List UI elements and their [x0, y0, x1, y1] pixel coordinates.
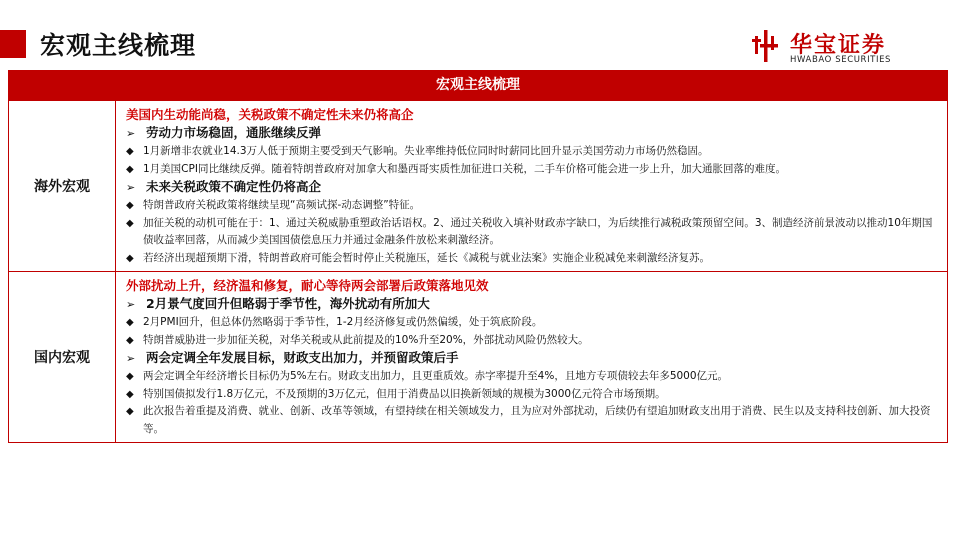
bullet-item: ◆ 1月美国CPI同比继续反弹。随着特朗普政府对加拿大和墨西哥实质性加征进口关税，二手车价格可能会进一步上升，加大通胀回落的难度。	[126, 161, 941, 179]
row-label: 海外宏观	[9, 101, 116, 271]
brand-name-en: HWABAO SECURITIES	[790, 55, 892, 65]
diamond-bullet-icon: ◆	[126, 334, 134, 346]
diamond-bullet-icon: ◆	[126, 146, 134, 157]
bullet-item: ◆ 特朗普威胁进一步加征关税，对华关税或从此前提及的10%升至20%，外部扰动风险仍然较大。	[126, 332, 941, 350]
brand-name-cn: 华宝证券	[790, 33, 887, 58]
diamond-bullet-icon: ◆	[126, 406, 134, 417]
bullet-item: ◆ 特朗普政府关税政策将继续呈现“高频试探-动态调整”特征。	[126, 197, 941, 215]
bullet-item: ◆ 若经济出现超预期下滑，特朗普政府可能会暂时停止关税施压，延长《减税与就业法案》实施企业税减免来刺激经济复苏。	[126, 250, 941, 268]
bullet-item: ◆ 加征关税的动机可能在于：1、通过关税威胁重塑政治话语权。2、通过关税收入填补财政赤字缺口，为后续推行减税政策预留空间。3、制造经济前景波动以推动10年期国债收益率回落，从而减少美国国债偿息压力并通过金融条件放松来刺激经济。	[126, 216, 933, 246]
diamond-bullet-icon: ◆	[126, 200, 134, 211]
diamond-bullet-icon: ◆	[126, 163, 134, 175]
diamond-bullet-icon: ◆	[126, 371, 134, 382]
bullet-item: ◆ 两会定调全年经济增长目标仍为5%左右。财政支出加力，且更重质效。赤字率提升至4%，且地方专项债较去年多5000亿元。	[126, 368, 941, 386]
section-subhead: ➢ 未来关税政策不确定性仍将高企	[126, 178, 941, 197]
table-row-overseas	[9, 100, 947, 271]
bullet-item: ◆ 此次报告着重提及消费、就业、创新、改革等领域，有望持续在相关领域发力，且为应对外部扰动，后续仍有望追加财政支出用于消费、民生以及支持科技创新、加大投资等。	[126, 405, 931, 435]
row-headline: 美国内生动能尚稳，关税政策不确定性未来仍将高企	[126, 107, 414, 122]
arrow-bullet-icon: ➢	[126, 352, 136, 365]
macro-summary-table	[8, 70, 948, 443]
page-title: 宏观主线梳理	[40, 31, 197, 60]
arrow-bullet-icon: ➢	[126, 181, 136, 194]
table-header: 宏观主线梳理	[9, 71, 947, 100]
row-content	[116, 101, 947, 271]
section-subhead: ➢ 两会定调全年发展目标，财政支出加力，并预留政策后手	[126, 349, 941, 368]
table-row-domestic	[9, 271, 947, 442]
diamond-bullet-icon: ◆	[126, 252, 134, 264]
brand-logo	[752, 28, 927, 68]
brand-logo-icon	[752, 30, 778, 62]
diamond-bullet-icon: ◆	[126, 217, 134, 229]
bullet-item: ◆ 特别国债拟发行1.8万亿元，不及预期的3万亿元，但用于消费品以旧换新领域的规模为3000亿元符合市场预期。	[126, 386, 941, 404]
arrow-bullet-icon: ➢	[126, 298, 136, 311]
bullet-item: ◆ 2月PMI回升，但总体仍然略弱于季节性，1-2月经济修复或仍然偏缓，处于筑底阶段。	[126, 314, 941, 332]
title-accent-bar	[0, 30, 26, 58]
bullet-item: ◆ 1月新增非农就业14.3万人低于预期主要受到天气影响。失业率维持低位同时时薪同比回升显示美国劳动力市场仍然稳固。	[126, 143, 941, 161]
section-subhead: ➢ 劳动力市场稳固，通胀继续反弹	[126, 124, 941, 143]
diamond-bullet-icon: ◆	[126, 388, 134, 400]
arrow-bullet-icon: ➢	[126, 127, 136, 140]
row-headline: 外部扰动上升，经济温和修复，耐心等待两会部署后政策落地见效	[126, 278, 489, 293]
diamond-bullet-icon: ◆	[126, 317, 134, 328]
row-content	[116, 272, 947, 442]
section-subhead: ➢ 2月景气度回升但略弱于季节性，海外扰动有所加大	[126, 295, 941, 314]
row-label: 国内宏观	[9, 272, 116, 442]
